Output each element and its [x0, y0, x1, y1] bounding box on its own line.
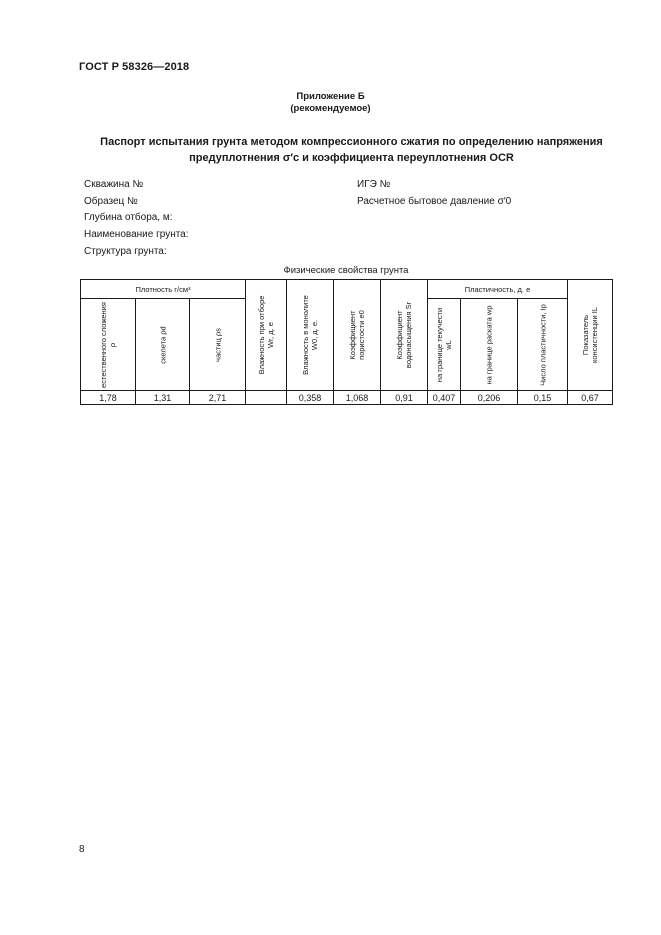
- column-header: [136, 299, 190, 391]
- document-title-line-2: предуплотнения σ′c и коэффициента переуплотнения OCR: [189, 152, 514, 164]
- plasticity-group-header: Пластичность, д. е: [428, 280, 568, 299]
- column-label: Коэффициент водонасыщения Sr: [395, 301, 413, 369]
- column-label: скелета ρd: [158, 325, 167, 364]
- column-header: [334, 280, 381, 391]
- column-label: Показатель консистенции IL: [581, 306, 599, 364]
- sample-field: Образец №: [84, 196, 138, 207]
- ige-field: ИГЭ №: [357, 179, 391, 190]
- column-header: [568, 280, 613, 391]
- column-label: на границе текучести wL: [435, 307, 453, 382]
- well-field: Скважина №: [84, 179, 144, 190]
- table-caption: Физические свойства грунта: [283, 265, 409, 276]
- table-cell: 1,068: [334, 391, 381, 405]
- annex-status: (рекомендуемое): [290, 103, 371, 114]
- soil-structure-field: Структура грунта:: [84, 246, 167, 257]
- column-header: [381, 280, 428, 391]
- page-number: 8: [79, 844, 85, 855]
- column-header: [461, 299, 518, 391]
- column-label: частиц ρs: [213, 327, 222, 362]
- standard-number: ГОСТ Р 58326—2018: [79, 61, 190, 73]
- column-label: Число пластичности, Ip: [538, 303, 547, 386]
- depth-field: Глубина отбора, м:: [84, 212, 173, 223]
- column-header: [428, 299, 461, 391]
- column-label: на границе раската wp: [484, 305, 494, 385]
- column-label: Коэффициент пористости e0: [348, 310, 366, 360]
- column-header: [287, 280, 334, 391]
- table-cell: 0,67: [568, 391, 613, 405]
- document-title-line-1: Паспорт испытания грунта методом компрессионного сжатия по определению напряжения: [100, 136, 603, 148]
- annex-title: Приложение Б: [296, 91, 365, 102]
- density-group-header: Плотность г/см³: [81, 280, 246, 299]
- table-cell: 0,358: [287, 391, 334, 405]
- column-header: [190, 299, 246, 391]
- table-cell: 0,15: [518, 391, 568, 405]
- table-cell: [246, 391, 287, 405]
- column-header: [246, 280, 287, 391]
- design-pressure-field: Расчетное бытовое давление σ′0: [357, 196, 512, 207]
- column-label: Влажность в монолите W0, д. е.: [301, 295, 319, 375]
- table-cell: 0,206: [461, 391, 518, 405]
- table-row: [81, 391, 613, 405]
- physical-properties-table: [80, 279, 613, 405]
- table-cell: 0,91: [381, 391, 428, 405]
- table-cell: 2,71: [190, 391, 246, 405]
- table-cell: 1,78: [81, 391, 136, 405]
- column-header: [81, 299, 136, 391]
- table-cell: 0,407: [428, 391, 461, 405]
- soil-name-field: Наименование грунта:: [84, 229, 189, 240]
- column-label: естественного сложения ρ: [99, 301, 117, 388]
- table-cell: 1,31: [136, 391, 190, 405]
- column-label: Влажность при отборе Wr, д. е: [257, 295, 275, 375]
- column-header: [518, 299, 568, 391]
